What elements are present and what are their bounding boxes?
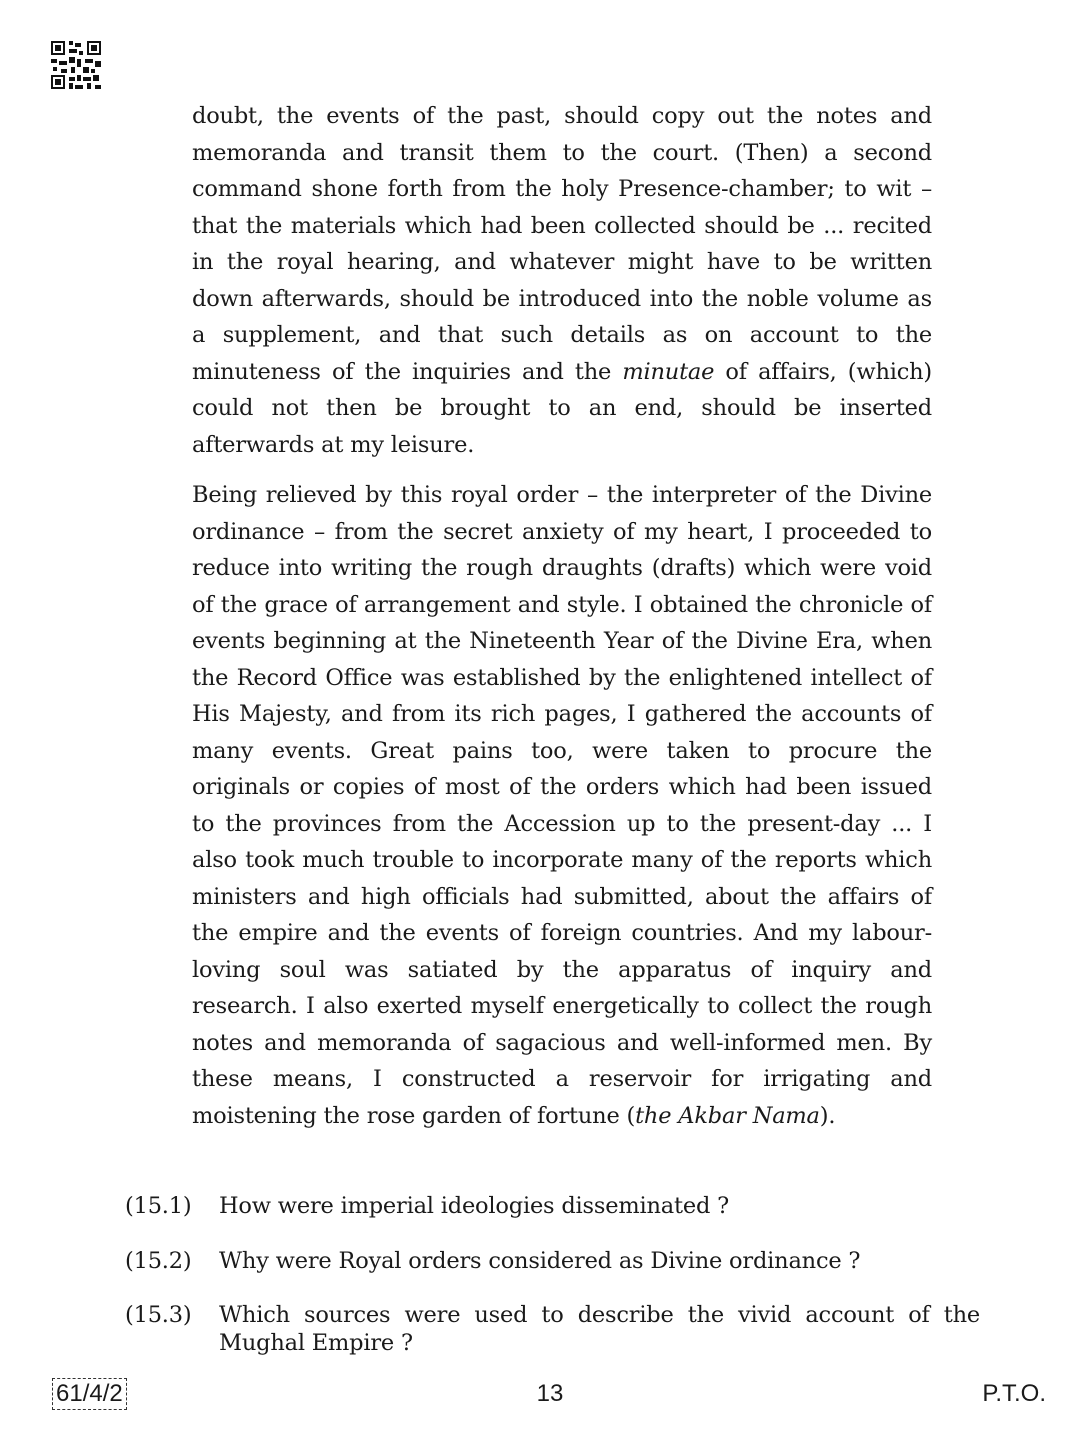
passage-text: Being relieved by this royal order – the interpreter of the Divine ordinance – from the secret anxiety of my heart, I proceeded to reduce into writing the rough draughts (drafts) which were void of the grace of arrangement and style. I obtained the chronicle of events beginning at the Nineteenth Year of the Divine Era, when the Record Office was established by the enlightened intellect of His Majesty, and from its rich pages, I gathered the accounts of many events. Great pains too, were taken to procure the originals or copies of most of the orders which had been issued to the provinces from the Accession up to the present-day ... I also took much trouble to incorporate many of the reports which ministers and high officials had submitted, about the affairs of the empire and the events of foreign countries. And my labour-loving soul was satiated by the apparatus of inquiry and research. I also exerted myself energetically to collect the rough notes and memoranda of sagacious and well-informed men. By these means, I constructed a reservoir for irrigating and moistening the rose garden of fortune ( xyxy=(192,482,932,1129)
question-number: (15.2) xyxy=(125,1247,192,1274)
question-list xyxy=(125,1188,980,1375)
question-text: Why were Royal orders considered as Divine ordinance ? xyxy=(219,1247,861,1274)
page-number: 13 xyxy=(536,1380,564,1407)
passage-emphasis: the Akbar Nama xyxy=(635,1102,820,1129)
passage-text: ). xyxy=(819,1102,836,1129)
qr-code-icon xyxy=(51,41,101,89)
passage-text: doubt, the events of the past, should copy out the notes and memoranda and transit them to the court. (Then) a second command shone forth from the holy Presence-chamber; to wit – that the materials which had been collected should be ... recited in the royal hearing, and whatever might have to be written down afterwards, should be introduced into the noble volume as a supplement, and that such details as on account to the minuteness of the inquiries and the xyxy=(192,103,932,385)
pto-label: P.T.O. xyxy=(982,1380,1046,1407)
question-number: (15.3) xyxy=(125,1302,192,1328)
passage-emphasis: minutae xyxy=(622,358,715,385)
question-text: Which sources were used to describe the vivid account of the Mughal Empire ? xyxy=(219,1302,980,1356)
paper-code: 61/4/2 xyxy=(52,1378,127,1410)
question-number: (15.1) xyxy=(125,1193,192,1219)
page-footer xyxy=(0,1378,1091,1418)
question-text: How were imperial ideologies disseminated ? xyxy=(219,1193,729,1219)
passage-paragraph-2 xyxy=(192,477,932,1134)
question-item xyxy=(125,1188,980,1225)
source-passage xyxy=(192,98,932,1134)
question-item xyxy=(125,1297,980,1357)
passage-text: of affairs, (which) could not then be brought to an end, should be inserted afterwards at my leisure. xyxy=(192,358,933,458)
passage-paragraph-1 xyxy=(192,98,932,463)
question-item xyxy=(125,1243,980,1280)
